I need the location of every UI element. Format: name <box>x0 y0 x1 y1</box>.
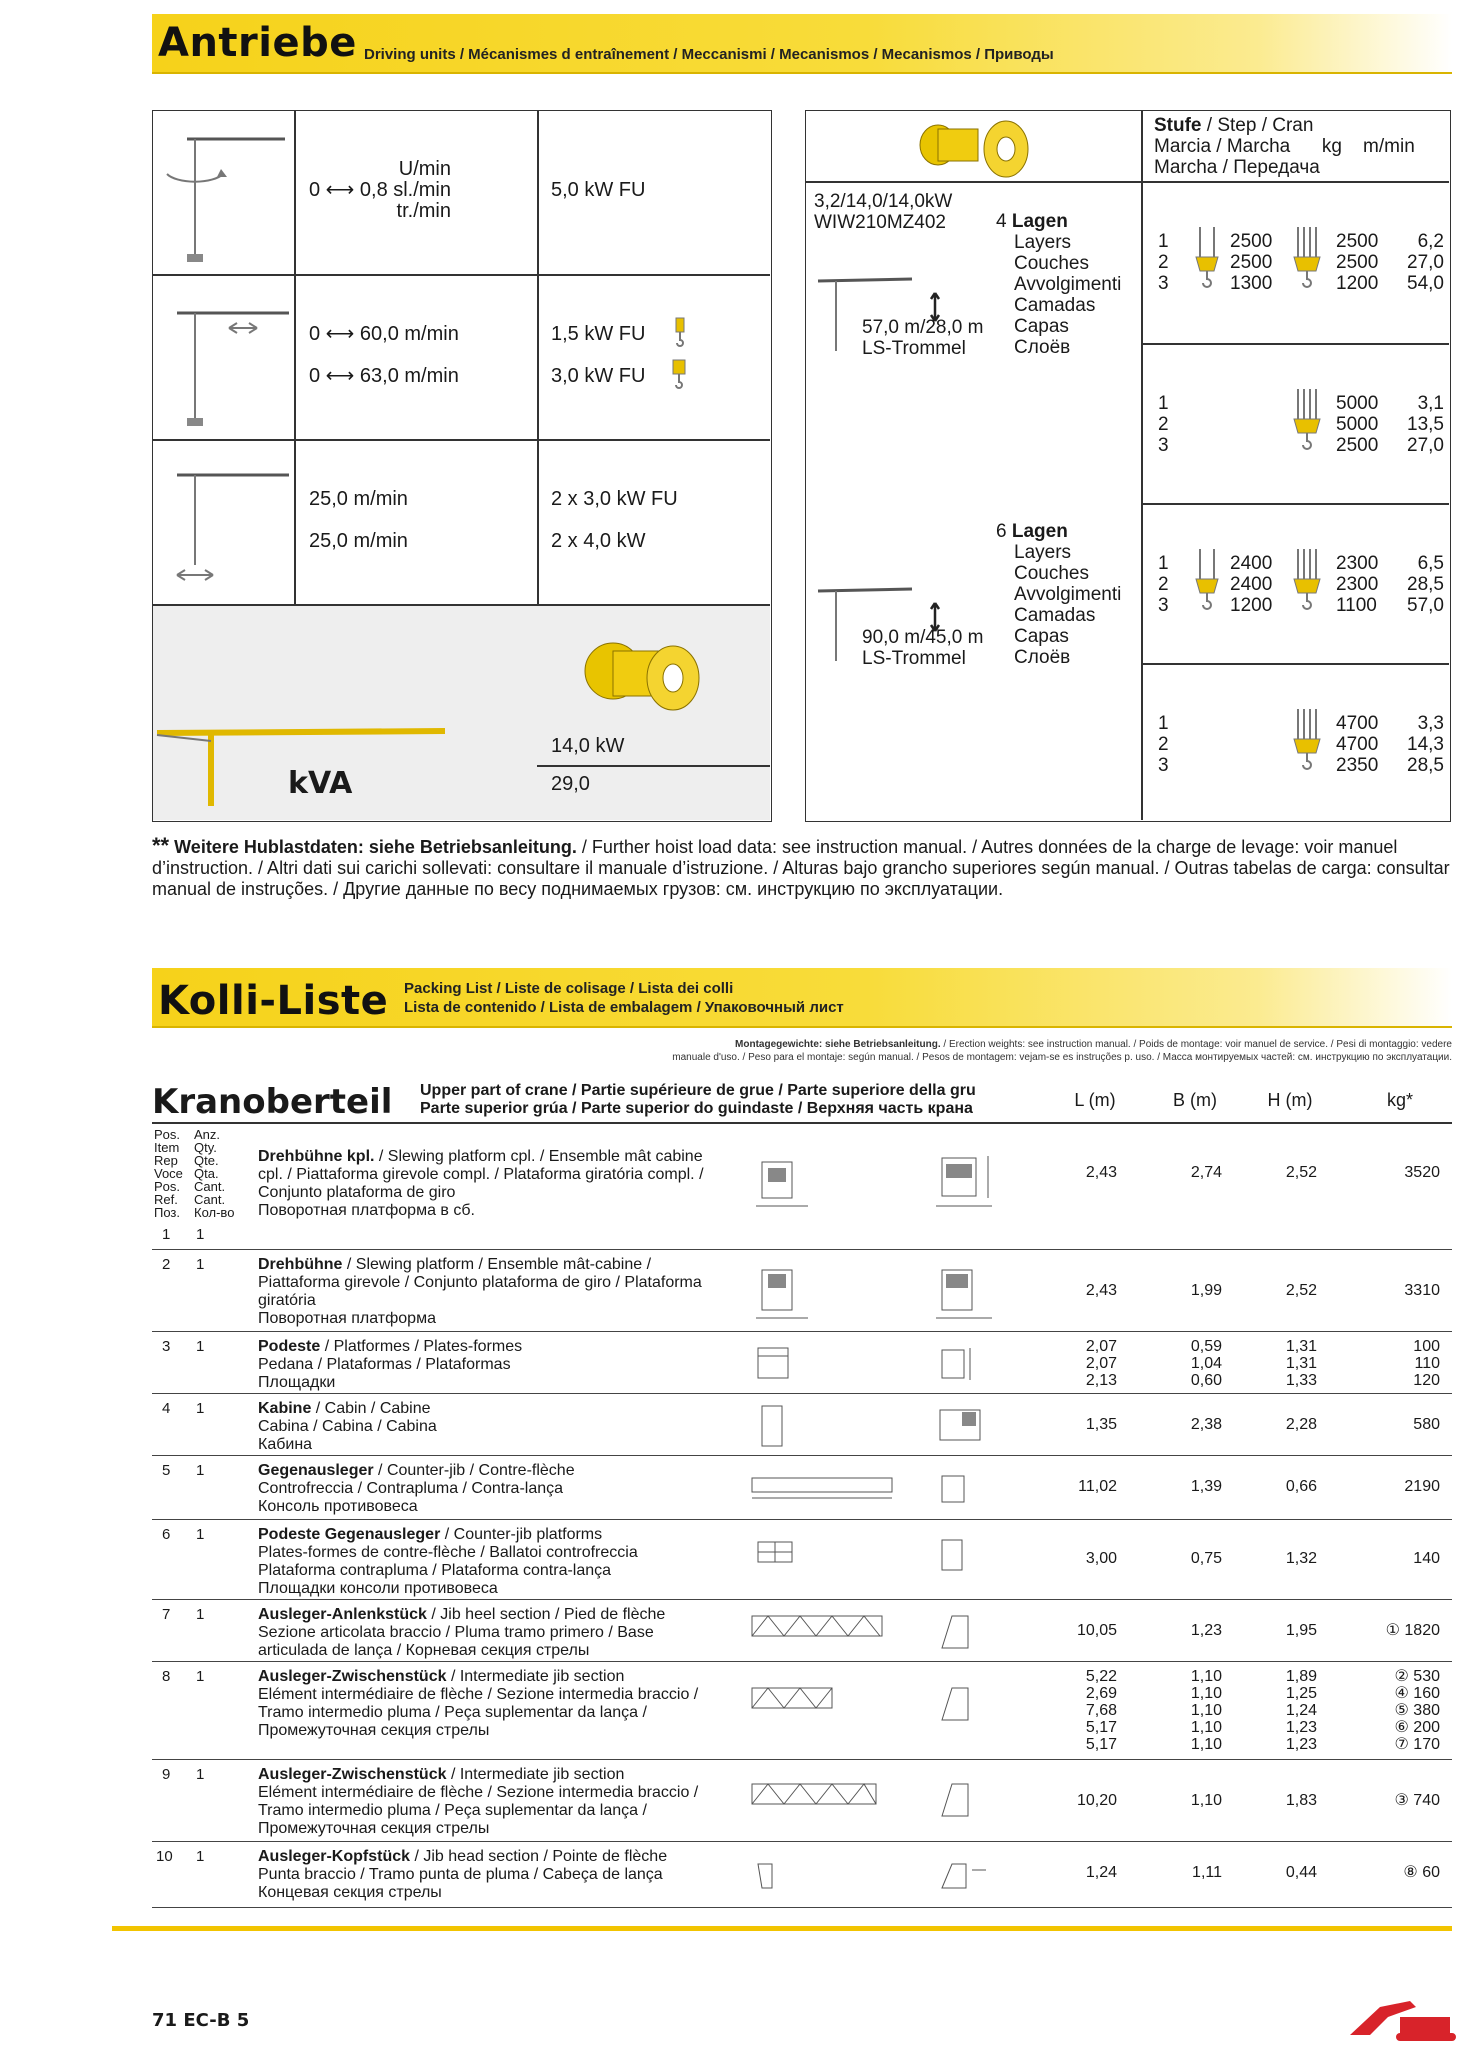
slewing-speed: 0 ⟷ 0,8 <box>309 179 388 201</box>
part-end-view-icon <box>932 1262 1002 1324</box>
part-end-view-icon <box>932 1536 1002 1588</box>
montage-note <box>152 1038 1452 1064</box>
hook-block-2-icon-2 <box>1190 549 1224 619</box>
lattice-jib-icon <box>748 1682 848 1732</box>
row-h: 1,31 1,31 1,33 <box>1285 1338 1317 1389</box>
six-layers-reach: 90,0 m/45,0 m LS-Trommel <box>862 627 984 669</box>
four-layers-langs: Layers Couches Avvolgimenti Camadas Capas Слоёв <box>1014 232 1122 358</box>
footer-model: 71 EC-B 5 <box>152 2010 250 2031</box>
four-layers-label: Lagen <box>1011 211 1068 232</box>
row-kg: ② 530 ④ 160 ⑤ 380 ⑥ 200 ⑦ 170 <box>1394 1668 1440 1753</box>
six-layers-langs: Layers Couches Avvolgimenti Camadas Capas Слоёв <box>1014 542 1122 668</box>
row-qty: 1 <box>196 1462 205 1479</box>
qty-header: Anz. Qty. Qte. Qta. Cant. Cant. Кол-во <box>194 1127 235 1220</box>
footer-rule <box>112 1926 1452 1931</box>
block2-kg4: 5000 5000 2500 <box>1336 393 1379 456</box>
row-b: 2,74 <box>1190 1164 1222 1181</box>
row-qty: 1 <box>196 1256 205 1273</box>
brand-excavator-icon <box>1340 1995 1460 2045</box>
row-name: Podeste Gegenausleger <box>258 1526 441 1543</box>
row-kg: ③ 740 <box>1394 1792 1440 1809</box>
row-h: 2,52 <box>1285 1282 1317 1299</box>
trolley-power-2: 3,0 kW FU <box>551 365 646 387</box>
hoist-header-line1 <box>1154 115 1313 136</box>
row-h: 0,44 <box>1285 1864 1317 1881</box>
part-end-view-icon <box>932 1402 1002 1454</box>
slewing-power: 5,0 kW FU <box>551 179 646 201</box>
row-desc <box>258 1848 718 1902</box>
part-side-view-icon <box>748 1472 898 1512</box>
kolli-title: Kolli-Liste <box>158 978 389 1024</box>
row-pos: 1 <box>162 1226 171 1243</box>
row-name: Ausleger-Zwischenstück <box>258 1766 447 1783</box>
row-name: Ausleger-Kopfstück <box>258 1848 411 1865</box>
four-layers-title <box>996 211 1068 232</box>
row-pos: 6 <box>162 1526 171 1543</box>
row-text: / Slewing platform / Ensemble mât-cabine / Piattaforma girevole / Conjunto plataforma de giro / Plataforma giratória Поворотная платформа <box>258 1256 702 1327</box>
part-side-view-icon <box>752 1402 812 1454</box>
part-end-view-icon <box>932 1776 1002 1826</box>
col-header-b: B (m) <box>1173 1090 1217 1110</box>
header-rule <box>152 1122 1452 1124</box>
table-row <box>152 1762 1452 1842</box>
hook-icon <box>673 316 687 350</box>
row-text: / Jib heel section / Pied de flèche Sezione articolata braccio / Pluma tramo primero / Base articulada de lança / Корневая секция стрелы <box>258 1606 666 1659</box>
trolley-power-1: 1,5 kW FU <box>551 323 646 345</box>
part-side-view-icon <box>752 1262 812 1324</box>
row-qty: 1 <box>196 1766 205 1783</box>
row-pos: 3 <box>162 1338 171 1355</box>
generator-motor-icon <box>563 626 713 726</box>
row-qty: 1 <box>196 1668 205 1685</box>
row-b: 2,38 <box>1190 1416 1222 1433</box>
row-b: 1,99 <box>1190 1282 1222 1299</box>
kolli-sub2: Lista de contenido / Lista de embalagem / Упаковочный лист <box>404 999 844 1016</box>
block2-steps: 1 2 3 <box>1158 393 1169 456</box>
row-desc <box>258 1338 718 1392</box>
hoist-winch-icon <box>916 115 1046 181</box>
row-qty: 1 <box>196 1606 205 1623</box>
travel-power-1: 2 x 3,0 kW FU <box>551 488 678 510</box>
note-mark: ** <box>152 833 170 858</box>
four-layers-reach: 57,0 m/28,0 m LS-Trommel <box>862 317 984 359</box>
row-qty: 1 <box>196 1338 205 1355</box>
kolli-banner <box>152 968 1452 1028</box>
row-text: / Intermediate jib section Elément intermédiaire de flèche / Sezione intermedia braccio / Tramo intermedio pluma / Peça suplementar da lança / Промежуточная секция стрелы <box>258 1668 699 1739</box>
block1-kg2: 2500 2500 1300 <box>1230 231 1273 294</box>
row-name: Drehbühne kpl. <box>258 1148 375 1165</box>
row-desc <box>258 1668 718 1740</box>
row-l: 11,02 <box>1078 1478 1117 1495</box>
lattice-jib-icon <box>748 1778 888 1828</box>
slewing-crane-icon <box>157 119 291 269</box>
montage-rest: / Erection weights: see instruction manual. / Poids de montage: voir manuel de service. / Pesi di montaggio: vedere <box>940 1039 1452 1050</box>
row-b: 1,23 <box>1190 1622 1222 1639</box>
row-l: 1,24 <box>1085 1864 1117 1881</box>
kolli-sub1: Packing List / Liste de colisage / Lista dei colli <box>404 980 734 997</box>
row-text: / Intermediate jib section Elément intermédiaire de flèche / Sezione intermedia braccio / Tramo intermedio pluma / Peça suplementar da lança / Промежуточная секция стрелы <box>258 1766 699 1837</box>
note-bold: Weitere Hublastdaten: siehe Betriebsanleitung. <box>174 837 577 857</box>
hook-block-4-icon-4 <box>1290 709 1324 779</box>
block4-kg4: 4700 4700 2350 <box>1336 713 1379 776</box>
row-b: 1,10 1,10 1,10 1,10 1,10 <box>1190 1668 1222 1753</box>
row-h: 1,32 <box>1285 1550 1317 1567</box>
hook-double-icon <box>671 358 687 392</box>
row-l: 2,43 <box>1085 1282 1117 1299</box>
row-desc <box>258 1526 718 1598</box>
row-name: Ausleger-Zwischenstück <box>258 1668 447 1685</box>
row-pos: 9 <box>162 1766 171 1783</box>
hook-block-4-icon-3 <box>1290 549 1324 619</box>
col-header-kg: kg* <box>1386 1090 1413 1110</box>
row-kg: 140 <box>1413 1550 1440 1567</box>
block3-steps: 1 2 3 <box>1158 553 1169 616</box>
antriebe-banner <box>152 14 1452 74</box>
row-text: / Platformes / Plates-formes Pedana / Plataformas / Plataformas Площадки <box>258 1338 523 1391</box>
note-rest: / Further hoist load data: see instruction manual. / Autres données de la charge de levage: voir manuel d’instruction. / Altri dati sui carichi sollevati: consultare il manuale d’istruzione. / Alturas bajo grancho superiores según manual. / Outras tabelas de carga: consultar manual de instruções. / Другие данные по весу поднимаемых грузов: см. инструкцию по эксплуатации. <box>152 837 1450 899</box>
row-kg: 3520 <box>1404 1164 1440 1181</box>
row-text: / Cabin / Cabine Cabina / Cabina / Cabina Кабина <box>258 1400 437 1453</box>
kva-label: kVA <box>288 766 353 801</box>
row-kg: 2190 <box>1404 1478 1440 1495</box>
row-l: 5,22 2,69 7,68 5,17 5,17 <box>1085 1668 1117 1753</box>
row-name: Kabine <box>258 1400 312 1417</box>
row-kg: 3310 <box>1404 1282 1440 1299</box>
block3-kg2: 2400 2400 1200 <box>1230 553 1273 616</box>
part-side-view-icon <box>752 1858 792 1898</box>
hook-block-4-icon <box>1290 227 1324 297</box>
row-kg: 100 110 120 <box>1413 1338 1440 1389</box>
table-row <box>152 1664 1452 1760</box>
block2-speed: 3,1 13,5 27,0 <box>1407 393 1444 456</box>
table-row <box>152 1396 1452 1456</box>
block4-steps: 1 2 3 <box>1158 713 1169 776</box>
row-name: Gegenausleger <box>258 1462 374 1479</box>
trolley-speed-1: 0 ⟷ 60,0 m/min <box>309 323 459 345</box>
col-header-h: H (m) <box>1267 1090 1313 1110</box>
block3-speed: 6,5 28,5 57,0 <box>1407 553 1444 616</box>
part-side-view-icon <box>752 1154 812 1214</box>
block1-speed: 6,2 27,0 54,0 <box>1407 231 1444 294</box>
row-qty: 1 <box>196 1400 205 1417</box>
row-text: / Counter-jib / Contre-flèche Controfreccia / Contrapluma / Contra-lança Консоль противовеса <box>258 1462 575 1515</box>
part-end-view-icon <box>932 1472 1002 1512</box>
row-b: 1,39 <box>1190 1478 1222 1495</box>
section-title: Kranoberteil <box>152 1082 393 1122</box>
row-l: 10,20 <box>1076 1792 1117 1809</box>
part-end-view-icon <box>932 1150 1002 1220</box>
lattice-jib-icon <box>748 1610 898 1654</box>
row-b: 0,75 <box>1190 1550 1222 1567</box>
hook-block-2-icon <box>1190 227 1224 297</box>
table-row <box>152 1126 1452 1250</box>
row-name: Ausleger-Anlenkstück <box>258 1606 427 1623</box>
row-kg: 580 <box>1413 1416 1440 1433</box>
block3-kg4: 2300 2300 1100 <box>1336 553 1379 616</box>
row-desc <box>258 1766 718 1838</box>
kva-value: 29,0 <box>551 773 590 795</box>
block4-speed: 3,3 14,3 28,5 <box>1407 713 1444 776</box>
row-qty: 1 <box>196 1526 205 1543</box>
row-h: 1,89 1,25 1,24 1,23 1,23 <box>1285 1668 1317 1753</box>
travel-speed-1: 25,0 m/min <box>309 488 408 510</box>
row-kg: ① 1820 <box>1385 1622 1440 1639</box>
row-desc <box>258 1256 718 1328</box>
hoist-stufe: Stufe <box>1154 115 1202 136</box>
row-b: 1,11 <box>1192 1864 1222 1881</box>
row-pos: 7 <box>162 1606 171 1623</box>
section-sub1: Upper part of crane / Partie supérieure de grue / Parte superiore della gru <box>420 1082 976 1099</box>
hoist-panel <box>805 110 1451 822</box>
row-text: / Jib head section / Pointe de flèche Punta braccio / Tramo punta de pluma / Cabeça de lança Концевая секция стрелы <box>258 1848 668 1901</box>
row-text: / Counter-jib platforms Plates-formes de contre-flèche / Ballatoi controfreccia Plataforma contrapluma / Plataforma contra-lança Площадки консоли противовеса <box>258 1526 638 1597</box>
block1-steps: 1 2 3 <box>1158 231 1169 294</box>
six-layers-count: 6 <box>996 521 1007 542</box>
table-row <box>152 1334 1452 1394</box>
travel-crane-icon <box>157 445 291 595</box>
row-qty: 1 <box>196 1226 205 1243</box>
row-h: 2,28 <box>1285 1416 1317 1433</box>
hook-block-4-icon-2 <box>1290 389 1324 459</box>
travel-speed-2: 25,0 m/min <box>309 530 408 552</box>
table-row <box>152 1522 1452 1600</box>
row-pos: 5 <box>162 1462 171 1479</box>
part-side-view-icon <box>752 1536 812 1588</box>
part-side-view-icon <box>752 1342 812 1390</box>
part-end-view-icon <box>932 1858 1002 1898</box>
section-sub2: Parte superior grúa / Parte superior do guindaste / Верхняя часть крана <box>420 1100 973 1117</box>
table-row <box>152 1602 1452 1662</box>
row-h: 1,83 <box>1285 1792 1317 1809</box>
block1-kg4: 2500 2500 1200 <box>1336 231 1379 294</box>
hoist-header-line2: Marcia / Marcha kg m/min <box>1154 136 1415 157</box>
slewing-units-text: U/min sl./min tr./min <box>393 158 451 222</box>
row-pos: 10 <box>156 1848 173 1865</box>
travel-power-2: 2 x 4,0 kW <box>551 530 646 552</box>
row-pos: 2 <box>162 1256 171 1273</box>
row-text: / Slewing platform cpl. / Ensemble mât cabine cpl. / Piattaforma girevole compl. / Plataforma giratória compl. / Conjunto plataforma de giro Поворотная платформа в сб. <box>258 1148 704 1219</box>
montage-line2: manuale d'uso. / Peso para el montaje: según manual. / Pesos de montagem: vejam-se es instruções p. uso. / Масса монтируемых частей: см. инструкцию по эксплуатации. <box>672 1052 1452 1063</box>
row-pos: 4 <box>162 1400 171 1417</box>
trolley-speed-2: 0 ⟷ 63,0 m/min <box>309 365 459 387</box>
hoist-header-line3: Marcha / Передача <box>1154 157 1320 178</box>
row-l: 3,00 <box>1085 1550 1117 1567</box>
row-desc <box>258 1400 718 1454</box>
row-desc <box>258 1148 718 1220</box>
row-l: 1,35 <box>1085 1416 1117 1433</box>
kva-power: 14,0 kW <box>551 735 625 757</box>
row-l: 10,05 <box>1076 1622 1117 1639</box>
row-h: 0,66 <box>1285 1478 1317 1495</box>
row-b: 0,59 1,04 0,60 <box>1190 1338 1222 1389</box>
col-header-l: L (m) <box>1074 1090 1116 1110</box>
hoist-note <box>152 835 1452 900</box>
row-desc <box>258 1462 718 1516</box>
hoist-motor: 3,2/14,0/14,0kW WIW210MZ402 <box>814 191 953 233</box>
four-layers-count: 4 <box>996 211 1007 232</box>
part-end-view-icon <box>932 1608 1002 1658</box>
row-desc <box>258 1606 718 1660</box>
six-layers-label: Lagen <box>1011 521 1068 542</box>
drives-panel-left <box>152 110 772 822</box>
row-pos: 8 <box>162 1668 171 1685</box>
row-b: 1,10 <box>1190 1792 1222 1809</box>
montage-bold: Montagegewichte: siehe Betriebsanleitung. <box>735 1039 941 1050</box>
trolley-crane-icon <box>157 283 291 433</box>
row-h: 1,95 <box>1285 1622 1317 1639</box>
hoist-step-langs: / Step / Cran <box>1201 115 1314 136</box>
table-row <box>152 1252 1452 1332</box>
row-name: Drehbühne <box>258 1256 343 1273</box>
six-layers-title <box>996 521 1068 542</box>
row-kg: ⑧ 60 <box>1403 1864 1440 1881</box>
row-name: Podeste <box>258 1338 321 1355</box>
antriebe-subtitle: Driving units / Mécanismes d entraînement / Meccanismi / Mecanismos / Mecanismos / Приводы <box>364 46 1054 63</box>
part-end-view-icon <box>932 1342 1002 1390</box>
row-l: 2,07 2,07 2,13 <box>1085 1338 1117 1389</box>
part-end-view-icon <box>932 1680 1002 1730</box>
row-h: 2,52 <box>1285 1164 1317 1181</box>
antriebe-title: Antriebe <box>158 20 357 66</box>
table-row <box>152 1844 1452 1908</box>
row-l: 2,43 <box>1085 1164 1117 1181</box>
row-qty: 1 <box>196 1848 205 1865</box>
table-row <box>152 1458 1452 1520</box>
pos-header: Pos. Item Rep Voce Pos. Ref. Поз. <box>154 1127 183 1220</box>
